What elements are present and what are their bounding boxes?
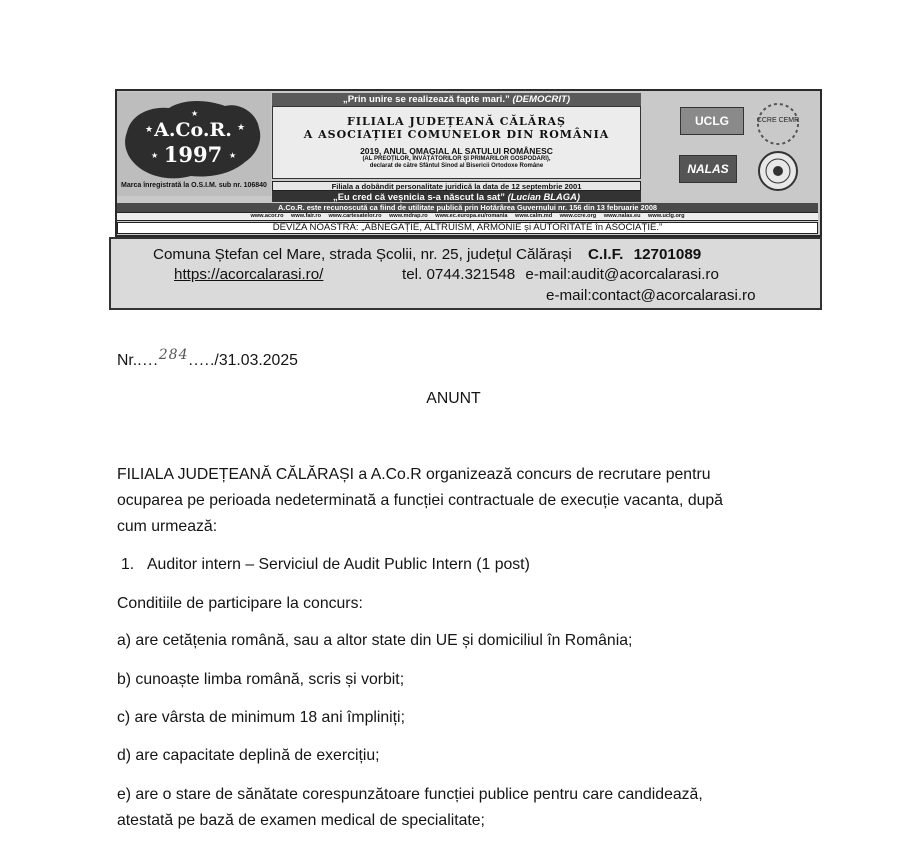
phone: tel. 0744.321548 (402, 266, 516, 283)
email-contact: e-mail:contact@acorcalarasi.ro (546, 287, 756, 304)
document-title: ANUNT (426, 390, 481, 407)
condition-b: b) cunoaște limba română, scris și vorbit; (117, 671, 405, 688)
motto-deviza: DEVIZA NOASTRĂ: „ABNEGAȚIE, ALTRUISM, ARMONIE și AUTORITATE în ASOCIAȚIE.” (117, 222, 818, 234)
intro-line-1: FILIALA JUDEȚEANĂ CĂLĂRAȘI a A.Co.R organizează concurs de recrutare pentru (117, 466, 711, 483)
romania-map-icon (117, 92, 271, 196)
logo-trademark: Marca înregistrată la O.S.I.M. sub nr. 106840 (121, 182, 267, 189)
condition-e-line-2: atestată pe bază de examen medical de specialitate; (117, 812, 485, 829)
nalas-label: NALAS (687, 162, 729, 176)
website-link[interactable]: https://acorcalarasi.ro/ (174, 266, 324, 283)
condition-d: d) are capacitate deplină de exercițiu; (117, 747, 380, 764)
uclg-logo (680, 107, 744, 135)
calm-seal-icon (757, 150, 799, 192)
phone-email-line (402, 266, 719, 283)
registration-bar: Filiala a dobândit personalitate juridică la data de 12 septembrie 2001 (272, 181, 641, 191)
recognition-bar: A.Co.R. este recunoscută ca fiind de utilitate publică prin Hotărârea Guvernului nr. 156 din 13 februarie 2008 (117, 203, 818, 212)
cif-value: 12701089 (633, 246, 702, 263)
org-title-line1: FILIALA JUDEȚEANĂ CĂLĂRAȘ (347, 115, 566, 128)
motto-author: (DEMOCRIT) (512, 94, 571, 105)
org-title-line2: A ASOCIAȚIEI COMUNELOR DIN ROMÂNIA (303, 128, 610, 141)
year-dedication-sub2: declarat de către Sfântul Sinod al Bisericii Ortodoxe Române (369, 163, 544, 169)
ccre-logo (755, 101, 801, 147)
position-number: 1. (121, 556, 135, 573)
registration-number: Nr.....284...../31.03.2025 (117, 347, 298, 369)
condition-c: c) are vârsta de minimum 18 ani împliniți; (117, 709, 405, 726)
quote-author: (Lucian BLAGA) (507, 191, 580, 202)
conditions-title: Conditiile de participare la concurs: (117, 595, 363, 612)
svg-text:★: ★ (191, 109, 199, 118)
nalas-logo (679, 155, 737, 183)
condition-e-line-1: e) are o stare de sănătate corespunzătoare funcției publice pentru care candidează, (117, 786, 703, 803)
nr-date: ./31.03.2025 (210, 352, 298, 369)
address: Comuna Ștefan cel Mare, strada Școlii, nr. 25, județul Călărași (153, 246, 572, 263)
email-audit: e-mail:audit@acorcalarasi.ro (525, 266, 719, 283)
ccre-label: CCRE CEMR (756, 117, 800, 124)
year-dedication: 2019, ANUL OMAGIAL AL SATULUI ROMÂNESC (360, 146, 553, 156)
condition-a: a) are cetățenia română, sau a altor state din UE și domiciliul în România; (117, 632, 633, 649)
website-phone-line (174, 266, 323, 283)
acor-logo (117, 92, 271, 196)
nr-handwritten-number: 284 (158, 347, 189, 363)
svg-text:★: ★ (151, 151, 159, 160)
nr-prefix: Nr. (117, 352, 138, 369)
intro-line-2: ocuparea pe perioada nedeterminată a funcției contractuale de execuție vacanta, după (117, 492, 723, 509)
cif-label: C.I.F. (587, 246, 624, 263)
svg-text:★: ★ (229, 151, 237, 160)
intro-line-3: cum urmează: (117, 518, 218, 535)
svg-text:★: ★ (145, 124, 154, 134)
position-title: Auditor intern – Serviciul de Audit Public Intern (1 post) (147, 556, 530, 573)
motto-bar (272, 93, 641, 106)
contact-box (109, 237, 822, 310)
svg-text:★: ★ (237, 122, 246, 132)
quote-text: „Eu cred că veșnicia s-a născut la sat” (333, 191, 505, 202)
logo-year: 1997 (163, 142, 223, 167)
uclg-label: UCLG (695, 114, 729, 128)
websites-bar: www.acor.ro www.fair.ro www.cartesatelor.ro www.mdrap.ro www.ec.europa.eu/romania www.calm.md www.ccre.org www.nalas.eu www.uclg.org (117, 212, 818, 221)
quote-bar (272, 191, 641, 202)
organization-title-box (272, 106, 641, 179)
address-line (153, 246, 701, 263)
motto-text: „Prin unire se realizează fapte mari.” (342, 94, 510, 105)
logo-name: A.Co.R. (154, 119, 232, 141)
year-dedication-sub: (AL PREOȚILOR, ÎNVĂȚĂTORILOR ȘI PRIMARILOR GOSPODARI), (362, 156, 551, 162)
